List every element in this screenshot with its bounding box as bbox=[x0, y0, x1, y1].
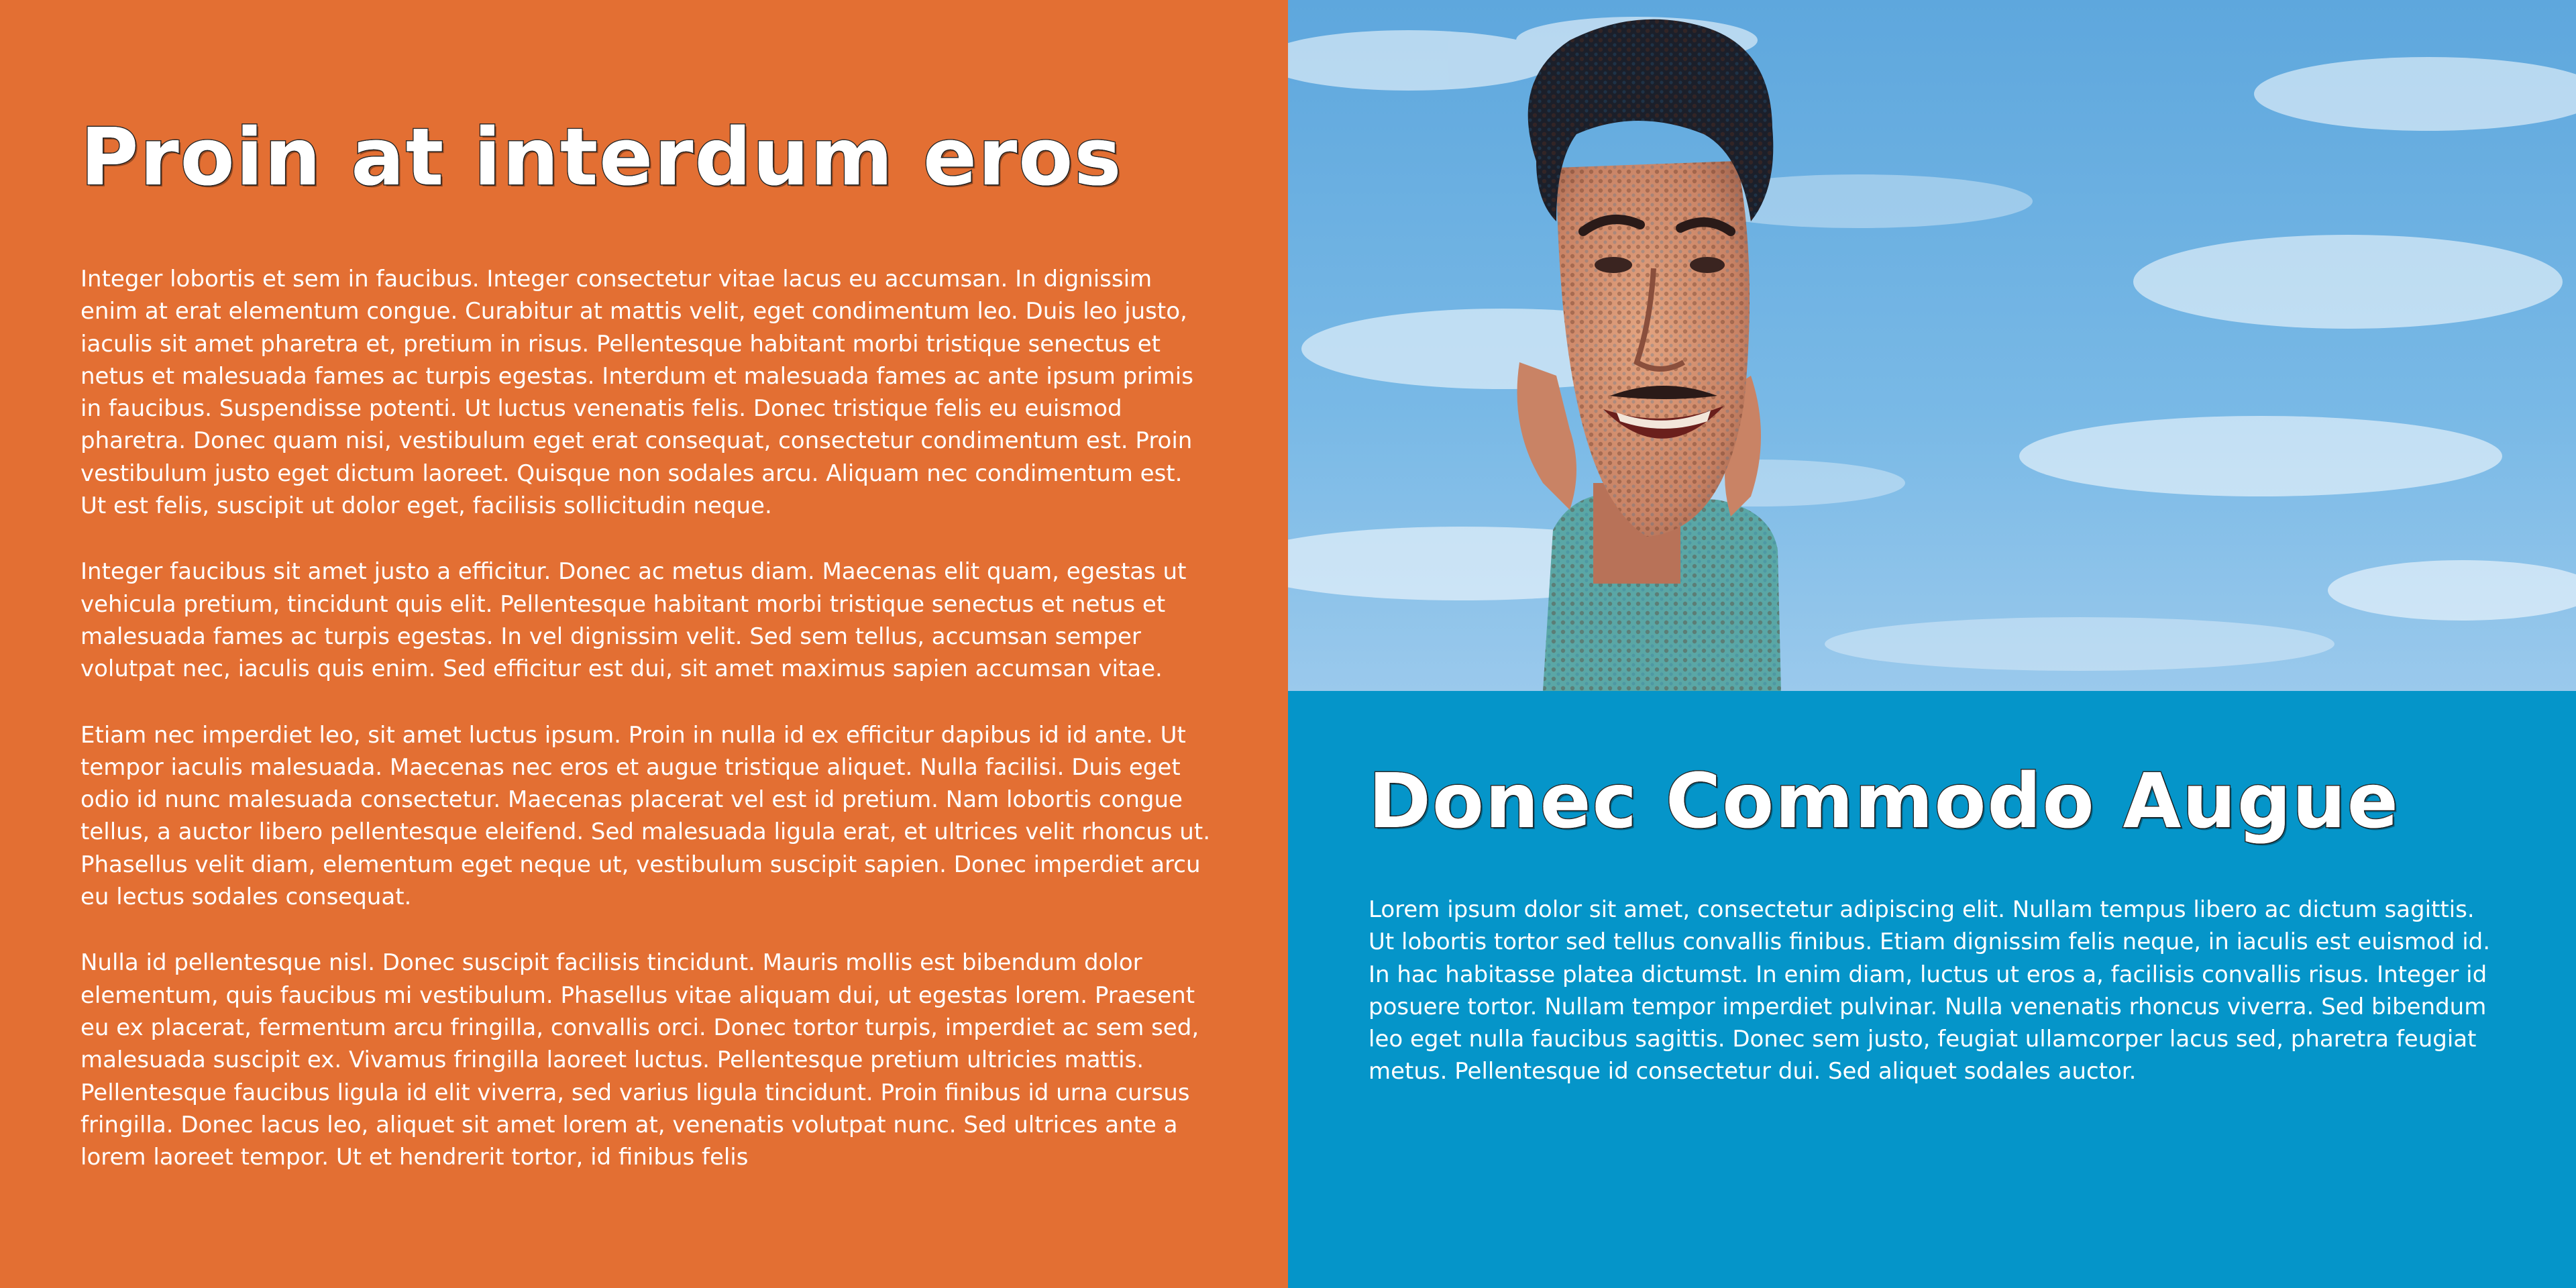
left-page-heading: Proin at interdum eros bbox=[80, 111, 1123, 203]
left-paragraph-4: Nulla id pellentesque nisl. Donec suscipit facilisis tincidunt. Mauris mollis est bibendum dolor elementum, quis faucibus mi vestibulum. Phasellus vitae aliquam dui, ut egestas lorem. Praesent eu ex placerat, fermentum arcu fringilla, convallis orci. Donec tortor turpis, imperdiet ac sem sed, malesuada suscipit ex. Vivamus fringilla laoreet luctus. Pellentesque pretium ultricies mattis. Pellentesque faucibus ligula id elit viverra, sed varius ligula tincidunt. Proin finibus id urna cursus fringilla. Donec lacus leo, aliquet sit amet lorem at, venenatis volutpat nunc. Sed ultrices ante a lorem laoreet tempor. Ut et hendrerit tortor, id finibus felis bbox=[80, 949, 1199, 1171]
left-paragraph-1: Integer lobortis et sem in faucibus. Integer consectetur vitae lacus eu accumsan. In dignissim enim at erat elementum congue. Curabitur at mattis velit, eget condimentum leo. Duis leo justo, iaculis sit amet pharetra et, pretium in risus. Pellentesque habitant morbi tristique senectus et netus et malesuada fames ac turpis egestas. Interdum et malesuada fames ac ante ipsum primis in faucibus. Suspendisse potenti. Ut luctus venenatis felis. Donec tristique felis eu euismod pharetra. Donec quam nisi, vestibulum eget erat consequat, consectetur condimentum est. Proin vestibulum justo eget dictum laoreet. Quisque non sodales arcu. Aliquam nec condimentum est. Ut est felis, suscipit ut dolor eget, facilisis sollicitudin neque. bbox=[80, 266, 1193, 520]
left-paragraph-3: Etiam nec imperdiet leo, sit amet luctus ipsum. Proin in nulla id ex efficitur dapibus id id ante. Ut tempor iaculis malesuada. Maecenas nec eros et augue tristique aliquet. Nulla facilisi. Duis eget odio id nunc malesuada consectetur. Maecenas placerat vel est id pretium. Nam lobortis congue tellus, a auctor libero pellentesque eleifend. Sed malesuada ligula erat, et ultrices velit rhoncus ut. Phasellus velit diam, elementum eget neque ut, vestibulum suscipit sapien. Donec imperdiet arcu eu lectus sodales consequat. bbox=[80, 721, 1210, 911]
left-paragraph-2: Integer faucibus sit amet justo a efficitur. Donec ac metus diam. Maecenas elit quam, egestas ut vehicula pretium, tincidunt quis elit. Pellentesque habitant morbi tristique senectus et netus et malesuada fames ac turpis egestas. In vel dignissim velit. Sed sem tellus, accumsan semper volutpat nec, iaculis quis enim. Sed efficitur est dui, sit amet maximus sapien accumsan vitae. bbox=[80, 558, 1187, 683]
right-paragraph-1: Lorem ipsum dolor sit amet, consectetur adipiscing elit. Nullam tempus libero ac dictum sagittis. Ut lobortis tortor sed tellus convallis finibus. Etiam dignissim felis neque, in iaculis est euismod id. In hac habitasse platea dictumst. In enim diam, luctus ut eros a, facilisis convallis risus. Integer id posuere tortor. Nullam tempor imperdiet pulvinar. Nulla venenatis rhoncus viverra. Sed bibendum leo eget nulla faucibus sagittis. Donec sem justo, feugiat ullamcorper lacus sed, pharetra feugiat metus. Pellentesque id consectetur dui. Sed aliquet sodales auctor. bbox=[1368, 896, 2491, 1085]
left-page-body bbox=[80, 263, 1214, 1207]
giant-head-photo bbox=[1288, 0, 2576, 691]
right-page-heading: Donec Commodo Augue bbox=[1368, 758, 2400, 845]
right-page-body bbox=[1368, 894, 2496, 1122]
